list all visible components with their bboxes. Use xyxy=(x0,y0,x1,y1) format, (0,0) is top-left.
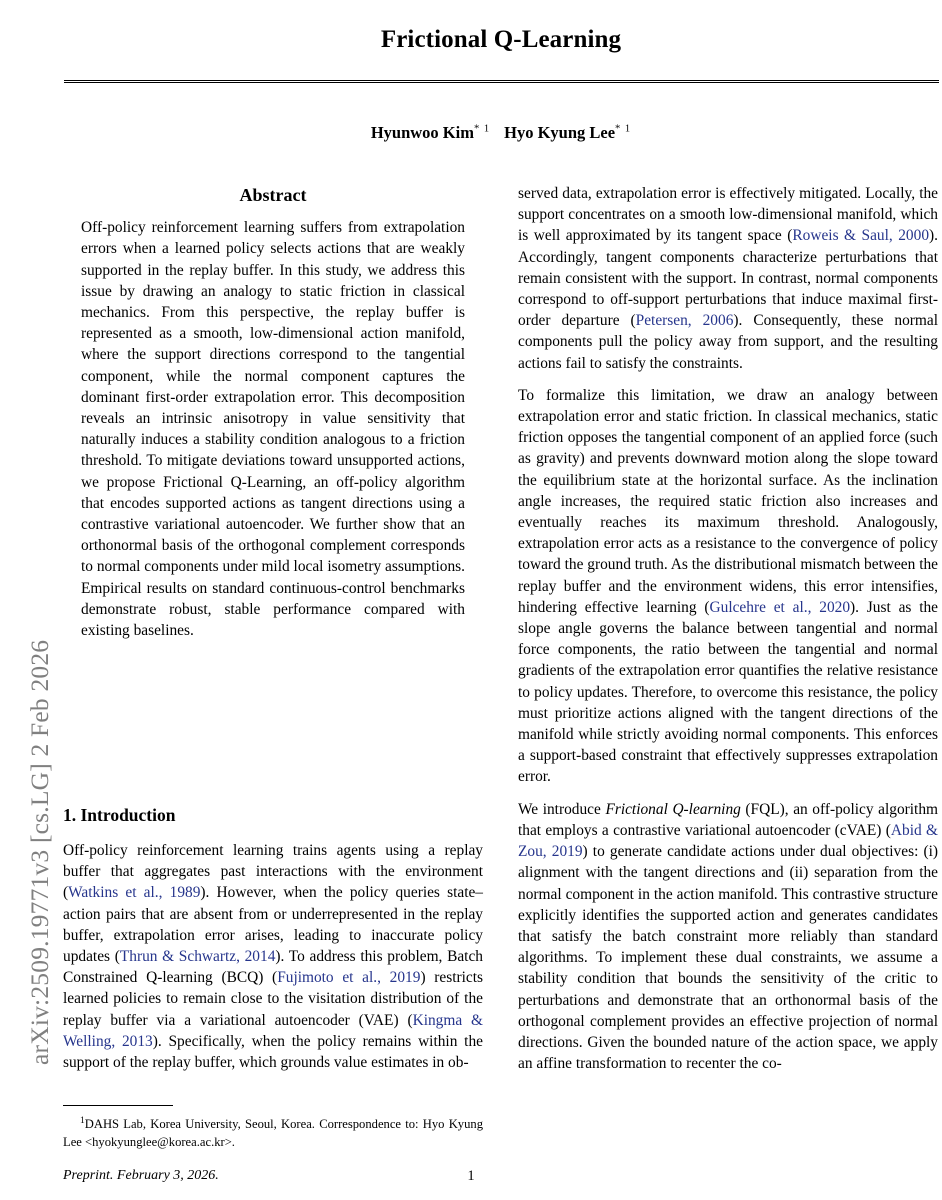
text-segment: ). To address this problem, Batch Constrained Q-learning (BCQ) ( xyxy=(63,948,483,987)
citation-link[interactable]: Petersen, 2006 xyxy=(635,312,734,330)
citation-link[interactable]: Gulcehre et al., 2020 xyxy=(709,598,851,616)
text-segment: ). Accordingly, tangent components characterize perturbations that remain consistent with the support. In contrast, normal components correspond to off-support perturbations that induce maximal first-order departure ( xyxy=(518,227,938,330)
text-segment: ). Just as the slope angle governs the balance between tangential and normal force components, the ratio between the tangential and normal gradients of the extrapolation error quantifies the relative resistance to policy updates. Therefore, to overcome this resistance, the policy must prioritize actions aligned with the tangent directions of the manifold while strictly avoiding normal components. This enforces a support-based constraint that effectively suppresses extrapolation error. xyxy=(518,598,939,786)
citation-link[interactable]: Thrun & Schwartz, 2014 xyxy=(119,948,276,966)
right-column xyxy=(518,183,938,1074)
text-segment: ). However, when the policy queries state–action pairs that are absent from or underrepresented in the replay buffer, extrapolation error arises, leading to inaccurate policy updates ( xyxy=(63,884,483,966)
author-entry xyxy=(504,123,631,142)
arxiv-stamp-text: arXiv:2509.19771v3 [cs.LG] 2 Feb 2026 xyxy=(25,639,54,1065)
emphasis-text: Frictional Q-learning xyxy=(605,800,741,818)
text-segment: To formalize this limitation, we draw an analogy between extrapolation error and static friction. In classical mechanics, static friction opposes the tangential component of an applied force (such as gravity) and prevents downward motion along the slope toward the equilibrium state at the horizontal surface. As the inclination angle increases, the required static friction also increases and eventually reaches its maximum threshold. Analogously, extrapolation error acts as a resistance to the convergence of policy toward the ground truth. As the distributional mismatch between the replay buffer and the environment widens, this error intensifies, hindering effective learning ( xyxy=(518,386,938,616)
text-segment: ) to generate candidate actions under dual objectives: (i) alignment with the tangent directions and (ii) separation from the normal component in the action manifold. This contrastive structure explicitly identifies the supported action and generates candidates that satisfy the batch constraint more reliably than standard algorithms. To implement these dual constraints, we assume a stability condition that bounds the sensitivity of the critic to perturbations and demonstrate that an orthonormal basis of the orthogonal complement provides an effective projection of normal directions. Given the bounded nature of the action space, we apply an affine transformation to recenter the co- xyxy=(518,843,938,1073)
author-name: Hyunwoo Kim xyxy=(370,123,474,142)
citation-link[interactable]: Watkins et al., 1989 xyxy=(68,884,201,902)
title-divider xyxy=(64,80,939,83)
text-segment: served data, extrapolation error is effectively mitigated. Locally, the support concentrates on a smooth low-dimensional manifold, which is well approximated by its tangent space ( xyxy=(518,185,938,245)
section-heading-introduction: 1. Introduction xyxy=(63,805,176,825)
author-list xyxy=(63,123,939,143)
citation-link[interactable]: Abid & Zou, 2019 xyxy=(518,821,938,861)
footnote-content: DAHS Lab, Korea University, Seoul, Korea. Correspondence to: Hyo Kyung Lee <hyokyunglee@korea.ac.kr>. xyxy=(63,1117,483,1149)
author-marks: * 1 xyxy=(473,123,491,135)
footnote-text xyxy=(63,1113,483,1151)
citation-link[interactable]: Fujimoto et al., 2019 xyxy=(277,969,421,987)
introduction-body xyxy=(63,840,483,1073)
introduction-heading-wrap xyxy=(63,805,483,838)
text-segment: ). Consequently, these normal components pull the policy away from support, and the resulting actions fail to satisfy the constraints. xyxy=(518,312,938,372)
citation-link[interactable]: Roweis & Saul, 2000 xyxy=(792,227,930,245)
author-name: Hyo Kyung Lee xyxy=(504,123,616,142)
preprint-line: Preprint. February 3, 2026. xyxy=(63,1168,219,1184)
citation-link[interactable]: Kingma & Welling, 2013 xyxy=(63,1011,484,1050)
author-marks: * 1 xyxy=(615,123,632,135)
paragraph xyxy=(518,385,938,788)
text-segment: ) restricts learned policies to remain close to the visitation distribution of the replay buffer via a variational autoencoder (VAE) ( xyxy=(63,969,484,1029)
left-column xyxy=(63,180,483,641)
text-segment: We introduce xyxy=(518,800,606,818)
author-entry xyxy=(371,123,490,142)
paragraph xyxy=(63,840,483,1073)
page-title: Frictional Q-Learning xyxy=(380,26,622,53)
footnote-marker: 1 xyxy=(80,1116,85,1126)
page-number: 1 xyxy=(467,1168,475,1184)
footnote-divider xyxy=(63,1105,173,1106)
abstract-heading: Abstract xyxy=(239,185,307,205)
title-block xyxy=(63,25,939,55)
text-segment: (FQL), an off-policy algorithm that employs a contrastive variational autoencoder (cVAE) ( xyxy=(518,800,939,839)
paragraph xyxy=(518,183,938,374)
abstract-body: Off-policy reinforcement learning suffers from extrapolation errors when a learned policy selects actions that are weakly supported in the replay buffer. In this study, we address this issue by drawing an analogy to static friction in classical mechanics. From this perspective, the replay buffer is represented as a smooth, low-dimensional action manifold, where the support directions correspond to the tangential component, while the normal component captures the dominant first-order extrapolation error. This decomposition reveals an intrinsic anisotropy in value sensitivity that naturally induces a stability condition analogous to a friction threshold. To mitigate deviations toward unsupported actions, we propose Frictional Q-Learning, an off-policy algorithm that encodes supported actions as tangent directions using a contrastive variational autoencoder. We further show that an orthonormal basis of the orthogonal complement corresponds to normal components under mild local isometry assumptions. Empirical results on standard continuous-control benchmarks demonstrate robust, stable performance compared with existing baselines. xyxy=(81,219,465,640)
paragraph xyxy=(518,799,938,1075)
text-segment: Off-policy reinforcement learning trains agents using a replay buffer that aggregates past interactions with the environment ( xyxy=(63,842,483,902)
text-segment: ). Specifically, when the policy remains within the support of the replay buffer, which grounds value estimates in ob- xyxy=(63,1032,483,1072)
